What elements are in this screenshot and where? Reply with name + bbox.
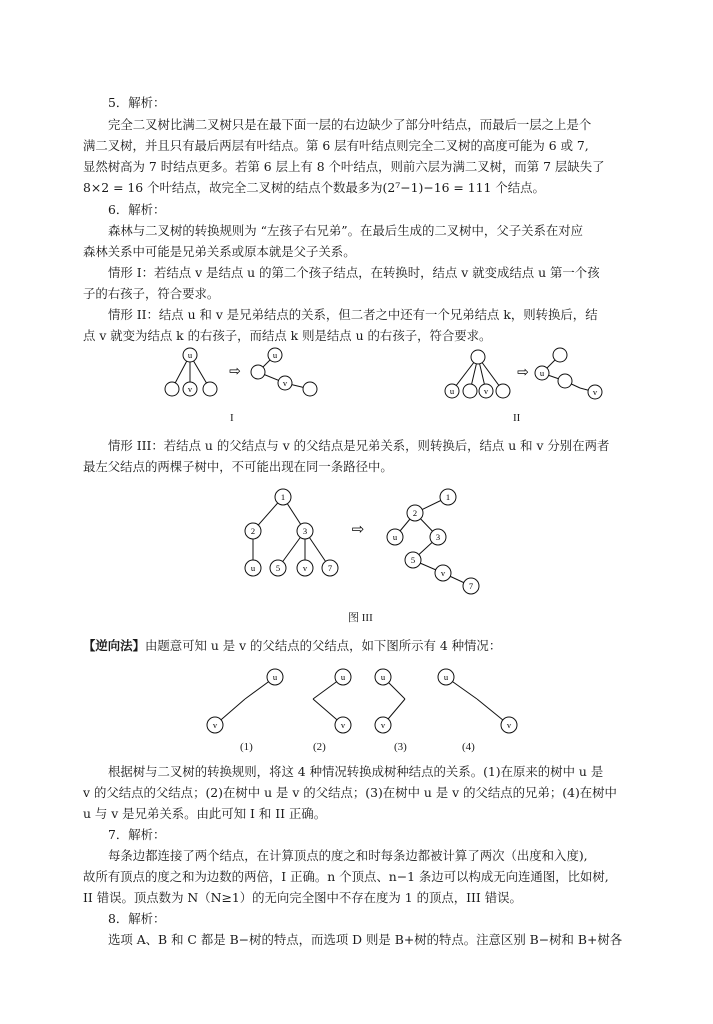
- node-v: v: [592, 387, 598, 397]
- q5-line: 显然树高为 7 时结点更多。若第 6 层上有 8 个叶结点，则前六层为满二叉树，而第 7 层缺失了: [83, 159, 605, 174]
- case-label-2: (2): [313, 741, 326, 753]
- q6-case2: 点 v 就变为结点 k 的右孩子，而结点 k 则是结点 u 的右孩子，符合要求。: [83, 328, 492, 343]
- node-v: v: [483, 386, 489, 396]
- reverse-method-text: 由题意可知 u 是 v 的父结点的父结点，如下图所示有 4 种情况：: [144, 638, 502, 653]
- figure-label-2: II: [513, 412, 521, 424]
- node-1: 1: [445, 492, 451, 502]
- node-u: u: [272, 350, 278, 360]
- q7-heading: 7．解析：: [108, 827, 166, 842]
- node-3: 3: [302, 526, 308, 536]
- q6-case3: 最左父结点的两棵子树中，不可能出现在同一条路径中。: [83, 459, 393, 474]
- node-u: u: [539, 368, 545, 378]
- q5-line: 8×2 = 16 个叶结点，故完全二叉树的结点个数最多为(2⁷−1)−16 = 111 个结点。: [83, 180, 545, 195]
- q7-line: 每条边都连接了两个结点，在计算顶点的度之和时每条边都被计算了两次（出度和入度),: [108, 848, 588, 863]
- q6-conclusion: 根据树与二叉树的转换规则，将这 4 种情况转换成树种结点的关系。(1)在原来的树中 u 是: [108, 764, 604, 779]
- arrow-icon: ⇨: [351, 522, 365, 538]
- node-v: v: [187, 384, 193, 394]
- figure-label-1: I: [230, 412, 234, 424]
- q6-case1: 情形 I：若结点 v 是结点 u 的第二个孩子结点，在转换时，结点 v 就变成结点 u 第一个孩: [108, 265, 600, 280]
- node-v: v: [440, 568, 446, 578]
- node-v: v: [282, 378, 288, 388]
- node-u: u: [340, 672, 346, 682]
- figure-3-caption: 图 III: [348, 612, 373, 624]
- node-2: 2: [250, 526, 256, 536]
- q6-intro: 森林与二叉树的转换规则为 “左孩子右兄弟”。在最后生成的二叉树中，父子关系在对应: [108, 223, 584, 238]
- figure-case-2: [430, 345, 610, 405]
- figure-case-1: [150, 345, 330, 405]
- q7-line: II 错误。顶点数为 N（N≥1）的无向完全图中不存在度为 1 的顶点，III 错误。: [83, 890, 522, 905]
- q6-intro: 森林关系中可能是兄弟关系或原本就是父子关系。: [83, 244, 356, 259]
- node-v: v: [212, 720, 218, 730]
- q8-line: 选项 A、B 和 C 都是 B−树的特点，而选项 D 则是 B+树的特点。注意区别 B−树和 B+树各: [108, 932, 623, 947]
- node-1: 1: [280, 492, 286, 502]
- q6-heading: 6．解析：: [108, 202, 166, 217]
- node-v: v: [380, 720, 386, 730]
- q5-heading: 5．解析：: [108, 95, 166, 110]
- q5-line: 完全二叉树比满二叉树只是在最下面一层的右边缺少了部分叶结点，而最后一层之上是个: [108, 117, 592, 132]
- q6-case2: 情形 II：结点 u 和 v 是兄弟结点的关系，但二者之中还有一个兄弟结点 k，则转换后，结: [108, 307, 598, 322]
- node-u: u: [187, 350, 193, 360]
- figure-four-cases: [195, 665, 525, 735]
- case-label-3: (3): [394, 741, 407, 753]
- node-v: v: [302, 563, 308, 573]
- node-u: u: [380, 672, 386, 682]
- case-label-4: (4): [462, 741, 475, 753]
- node-7: 7: [468, 581, 474, 591]
- q5-line: 满二叉树，并且只有最后两层有叶结点。第 6 层有叶结点则完全二叉树的高度可能为 6 或 7,: [83, 138, 589, 153]
- node-3: 3: [435, 532, 441, 542]
- q6-case1: 子的右孩子，符合要求。: [83, 286, 220, 301]
- reverse-method-label: 【逆向法】: [83, 638, 145, 653]
- node-2: 2: [412, 508, 418, 518]
- q7-line: 故所有顶点的度之和为边数的两倍，I 正确。n 个顶点、n−1 条边可以构成无向连通图，比如树,: [83, 869, 609, 884]
- case-label-1: (1): [240, 741, 253, 753]
- node-u: u: [392, 532, 398, 542]
- node-u: u: [272, 672, 278, 682]
- reverse-method: [83, 638, 501, 654]
- figure-case-3: [235, 485, 495, 600]
- node-u: u: [443, 672, 449, 682]
- q6-conclusion: v 的父结点的父结点；(2)在树中 u 是 v 的父结点；(3)在树中 u 是 v 的父结点的兄弟；(4)在树中: [83, 785, 617, 800]
- node-5: 5: [410, 555, 416, 565]
- node-u: u: [449, 386, 455, 396]
- node-v: v: [506, 720, 512, 730]
- q6-case3: 情形 III：若结点 u 的父结点与 v 的父结点是兄弟关系，则转换后，结点 u 和 v 分别在两者: [108, 438, 610, 453]
- node-v: v: [340, 720, 346, 730]
- arrow-icon: ⇨: [517, 365, 529, 381]
- arrow-icon: ⇨: [229, 364, 241, 380]
- node-7: 7: [327, 563, 333, 573]
- node-5: 5: [275, 563, 281, 573]
- node-u: u: [250, 563, 256, 573]
- q8-heading: 8．解析：: [108, 911, 166, 926]
- q6-conclusion: u 与 v 是兄弟关系。由此可知 I 和 II 正确。: [83, 806, 327, 821]
